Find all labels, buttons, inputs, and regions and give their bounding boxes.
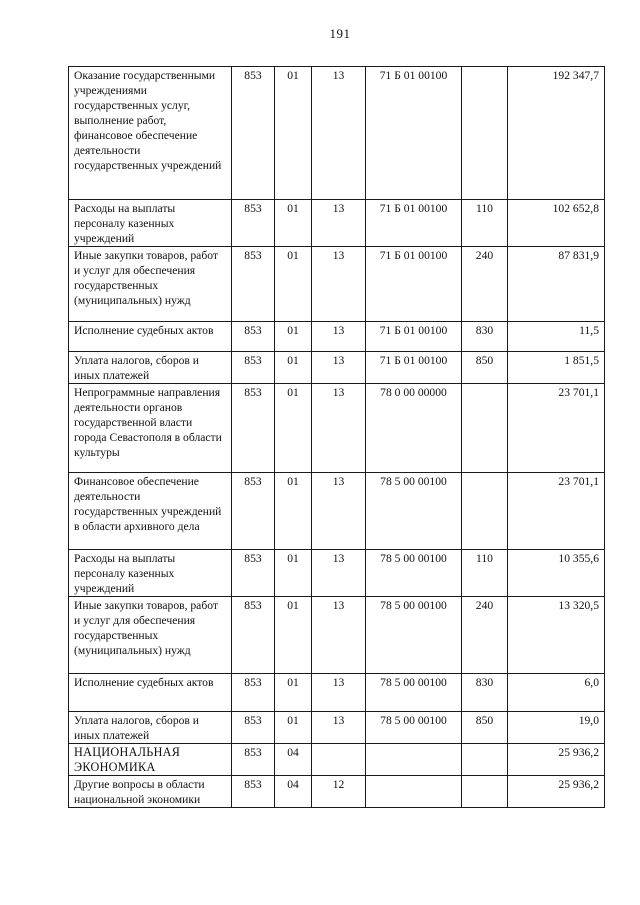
- subsection-code: 13: [312, 550, 366, 597]
- subsection-code: 13: [312, 322, 366, 352]
- department-code: 853: [232, 550, 275, 597]
- amount: 192 347,7: [508, 67, 605, 200]
- budget-table: [68, 66, 605, 808]
- subsection-code: 13: [312, 473, 366, 550]
- expense-name: Исполнение судебных актов: [69, 674, 232, 712]
- expense-name: Исполнение судебных актов: [69, 322, 232, 352]
- amount: 10 355,6: [508, 550, 605, 597]
- department-code: 853: [232, 473, 275, 550]
- table-row: [69, 550, 605, 597]
- expense-type-code: 110: [462, 200, 508, 247]
- subsection-code: 13: [312, 352, 366, 384]
- section-code: 01: [275, 674, 312, 712]
- department-code: 853: [232, 322, 275, 352]
- expense-type-code: 110: [462, 550, 508, 597]
- target-article-code: 78 5 00 00100: [366, 550, 462, 597]
- target-article-code: 71 Б 01 00100: [366, 200, 462, 247]
- department-code: 853: [232, 776, 275, 808]
- amount: 13 320,5: [508, 597, 605, 674]
- expense-name: Уплата налогов, сборов и иных платежей: [69, 352, 232, 384]
- subsection-code: 13: [312, 200, 366, 247]
- subsection-code: 12: [312, 776, 366, 808]
- expense-type-code: [462, 384, 508, 473]
- subsection-code: 13: [312, 597, 366, 674]
- expense-type-code: 850: [462, 352, 508, 384]
- expense-name: Другие вопросы в области национальной экономики: [69, 776, 232, 808]
- amount: 87 831,9: [508, 247, 605, 322]
- section-code: 01: [275, 384, 312, 473]
- table-row: [69, 200, 605, 247]
- table-row: [69, 674, 605, 712]
- expense-type-code: [462, 744, 508, 776]
- subsection-code: 13: [312, 67, 366, 200]
- department-code: 853: [232, 384, 275, 473]
- section-code: 01: [275, 247, 312, 322]
- target-article-code: [366, 776, 462, 808]
- expense-type-code: [462, 473, 508, 550]
- expense-type-code: 240: [462, 247, 508, 322]
- target-article-code: 78 5 00 00100: [366, 712, 462, 744]
- section-code: 04: [275, 776, 312, 808]
- table-row: [69, 473, 605, 550]
- subsection-code: [312, 744, 366, 776]
- target-article-code: 71 Б 01 00100: [366, 322, 462, 352]
- expense-name: Иные закупки товаров, работ и услуг для обеспечения государственных (муниципальных) нужд: [69, 247, 232, 322]
- department-code: 853: [232, 200, 275, 247]
- target-article-code: [366, 744, 462, 776]
- section-code: 01: [275, 712, 312, 744]
- target-article-code: 78 5 00 00100: [366, 674, 462, 712]
- amount: 102 652,8: [508, 200, 605, 247]
- table-row: [69, 712, 605, 744]
- table-row: [69, 597, 605, 674]
- expense-type-code: 850: [462, 712, 508, 744]
- amount: 1 851,5: [508, 352, 605, 384]
- department-code: 853: [232, 352, 275, 384]
- expense-name: Уплата налогов, сборов и иных платежей: [69, 712, 232, 744]
- expense-type-code: 240: [462, 597, 508, 674]
- table-row: [69, 352, 605, 384]
- amount: 23 701,1: [508, 384, 605, 473]
- table-row: [69, 776, 605, 808]
- table-row: [69, 744, 605, 776]
- subsection-code: 13: [312, 384, 366, 473]
- subsection-code: 13: [312, 247, 366, 322]
- expense-type-code: 830: [462, 674, 508, 712]
- expense-name: Иные закупки товаров, работ и услуг для обеспечения государственных (муниципальных) нужд: [69, 597, 232, 674]
- expense-type-code: [462, 776, 508, 808]
- page-number: 191: [329, 26, 351, 41]
- table-row: [69, 322, 605, 352]
- section-code: 04: [275, 744, 312, 776]
- table-row: [69, 67, 605, 200]
- target-article-code: 78 5 00 00100: [366, 597, 462, 674]
- amount: 25 936,2: [508, 744, 605, 776]
- department-code: 853: [232, 674, 275, 712]
- expense-name: Оказание государственными учреждениями государственных услуг, выполнение работ, финансовое обеспечение деятельности государственных учреждений: [69, 67, 232, 200]
- expense-name: Расходы на выплаты персоналу казенных учреждений: [69, 200, 232, 247]
- target-article-code: 78 5 00 00100: [366, 473, 462, 550]
- department-code: 853: [232, 712, 275, 744]
- expense-name: НАЦИОНАЛЬНАЯ ЭКОНОМИКА: [69, 744, 232, 776]
- expense-type-code: [462, 67, 508, 200]
- amount: 6,0: [508, 674, 605, 712]
- section-code: 01: [275, 322, 312, 352]
- expense-name: Расходы на выплаты персоналу казенных учреждений: [69, 550, 232, 597]
- amount: 23 701,1: [508, 473, 605, 550]
- subsection-code: 13: [312, 674, 366, 712]
- section-code: 01: [275, 200, 312, 247]
- department-code: 853: [232, 744, 275, 776]
- department-code: 853: [232, 247, 275, 322]
- table-row: [69, 247, 605, 322]
- section-code: 01: [275, 550, 312, 597]
- expense-type-code: 830: [462, 322, 508, 352]
- amount: 11,5: [508, 322, 605, 352]
- section-code: 01: [275, 67, 312, 200]
- expense-name: Финансовое обеспечение деятельности государственных учреждений в области архивного дела: [69, 473, 232, 550]
- target-article-code: 78 0 00 00000: [366, 384, 462, 473]
- expense-name: Непрограммные направления деятельности органов государственной власти города Севастополя в области культуры: [69, 384, 232, 473]
- section-code: 01: [275, 352, 312, 384]
- section-code: 01: [275, 597, 312, 674]
- section-code: 01: [275, 473, 312, 550]
- amount: 25 936,2: [508, 776, 605, 808]
- target-article-code: 71 Б 01 00100: [366, 67, 462, 200]
- department-code: 853: [232, 597, 275, 674]
- amount: 19,0: [508, 712, 605, 744]
- table-row: [69, 384, 605, 473]
- department-code: 853: [232, 67, 275, 200]
- target-article-code: 71 Б 01 00100: [366, 352, 462, 384]
- target-article-code: 71 Б 01 00100: [366, 247, 462, 322]
- subsection-code: 13: [312, 712, 366, 744]
